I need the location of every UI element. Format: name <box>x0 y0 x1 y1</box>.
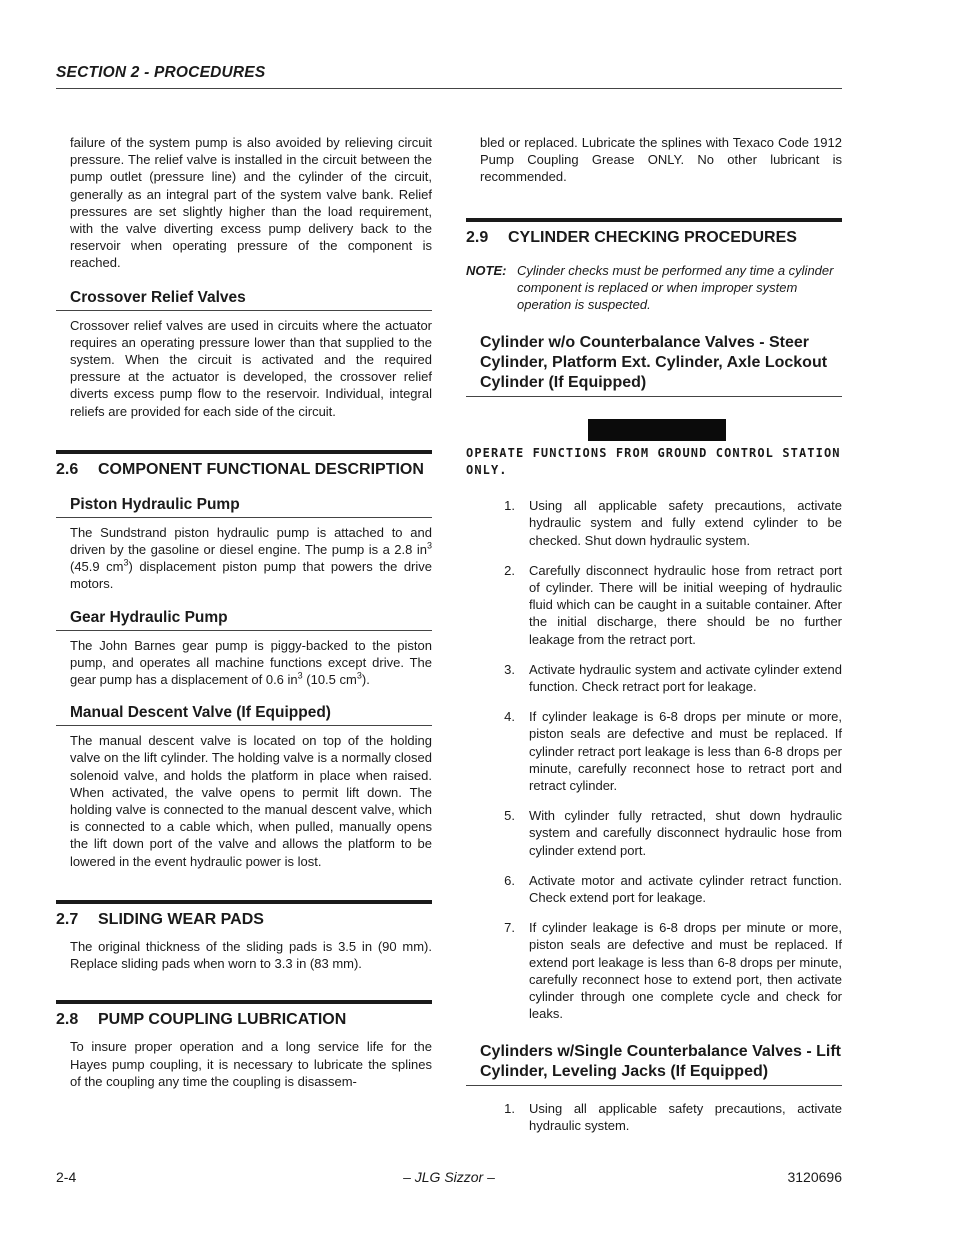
step-text: Activate hydraulic system and activate cylinder extend function. Check retract port for leakage. <box>529 661 842 695</box>
list-item <box>466 872 842 906</box>
continued-paragraph: bled or replaced. Lubricate the splines with Texaco Code 1912 Pump Coupling Grease ONLY. No other lubricant is recommended. <box>480 135 842 185</box>
list-item <box>466 919 842 1022</box>
crossover-paragraph: Crossover relief valves are used in circuits where the actuator requires an operating pressure lower than that supplied to the system. When the circuit is activated and the required pressure at the actuator is developed, the crossover relief diverts excess pump flow to the reservoir. Individual, integral reliefs are provided for each side of the circuit. <box>70 317 432 419</box>
caution-banner <box>588 419 726 441</box>
gear-pump-paragraph: The John Barnes gear pump is piggy-backed to the piston pump, and operates all machine functions except drive. The gear pump has a displacement of 0.6 $in^3$ (10.5 $cm^3$). <box>70 637 432 688</box>
crossover-heading: Crossover Relief Valves <box>56 289 432 311</box>
pump-coupling-paragraph: To insure proper operation and a long service life for the Hayes pump coupling, it is necessary to lubricate the splines of the coupling any time the coupling is disassem- <box>70 1039 432 1089</box>
section-title: CYLINDER CHECKING PROCEDURES <box>508 228 797 246</box>
list-item <box>466 497 842 549</box>
step-text: Using all applicable safety precautions, activate hydraulic system and fully extend cylinder to be checked. Shut down hydraulic system. <box>529 498 842 548</box>
section-2-8-heading <box>56 1000 432 1030</box>
sliding-pads-paragraph: The original thickness of the sliding pads is 3.5 in (90 mm). Replace sliding pads when worn to 3.3 in (83 mm). <box>70 938 432 972</box>
note-text: Cylinder checks must be performed any time a cylinder component is replaced or when improper system operation is suspected. <box>517 262 834 313</box>
section-number: 2.9 <box>466 228 489 246</box>
section-title: COMPONENT FUNCTIONAL DESCRIPTION <box>98 460 424 478</box>
gear-pump-heading: Gear Hydraulic Pump <box>56 609 432 631</box>
piston-pump-paragraph: The Sundstrand piston hydraulic pump is attached to and driven by the gasoline or diesel engine. The pump is a 2.8 $in^3$ (45.9 $cm^3$) displacement piston pump that powers the drive motors. <box>70 524 432 592</box>
section-2-6-heading <box>56 450 432 480</box>
step-text: Carefully disconnect hydraulic hose from retract port of cylinder. There will be initial weeping of hydraulic fluid which can be caught in a suitable container. After the initial discharge, there should be no further leakage from the retract port. <box>529 562 842 647</box>
document-number: 3120696 <box>787 1169 842 1185</box>
cylinder-single-counterbalance-heading: Cylinders w/Single Counterbalance Valves - Lift Cylinder, Leveling Jacks (If Equipped) <box>466 1042 842 1086</box>
note-label: NOTE: <box>466 262 507 278</box>
section-title: SLIDING WEAR PADS <box>98 910 264 928</box>
caution-text: OPERATE FUNCTIONS FROM GROUND CONTROL STATION ONLY. <box>466 446 841 478</box>
manual-descent-paragraph: The manual descent valve is located on top of the holding valve on the lift cylinder. The holding valve is a normally closed solenoid valve, and holds the platform in place when raised. When activated, the valve opens to permit lift down. The holding valve is connected to the manual descent valve, which is connected to a cable which, when pulled, manually opens the lift down port of the valve and allows the platform to be lowered in the event hydraulic power is lost. <box>70 733 432 869</box>
cylinder-no-counterbalance-heading: Cylinder w/o Counterbalance Valves - Steer Cylinder, Platform Ext. Cylinder, Axle Lockout Cylinder (If Equipped) <box>466 333 842 397</box>
list-item <box>466 661 842 695</box>
step-number: 5. <box>504 808 515 824</box>
manual-descent-heading: Manual Descent Valve (If Equipped) <box>56 704 432 726</box>
section-2-9-heading <box>466 218 842 248</box>
list-item <box>466 1100 842 1134</box>
step-number: 6. <box>504 872 515 888</box>
step-text: If cylinder leakage is 6-8 drops per minute or more, piston seals are defective and must be replaced. If cylinder retract port leakage is less than 6-8 drops per minute, carefully reconnect hose to retract port and retract cylinder. <box>529 709 842 794</box>
list-item <box>466 807 842 859</box>
list-item <box>466 708 842 794</box>
step-number: 3. <box>504 661 515 677</box>
note-block <box>466 262 842 314</box>
page-number: 2-4 <box>56 1169 77 1185</box>
section-number: 2.8 <box>56 1011 79 1029</box>
counterbalance-check-steps <box>466 1100 842 1134</box>
step-number: 1. <box>504 1100 515 1116</box>
step-number: 2. <box>504 562 515 578</box>
left-column <box>56 134 432 1090</box>
section-header: SECTION 2 - PROCEDURES <box>56 64 842 89</box>
intro-paragraph: failure of the system pump is also avoided by relieving circuit pressure. The relief valve is installed in the circuit between the pump outlet (pressure line) and the cylinder of the circuit, generally as an integral part of the system valve bank. Relief pressures are set slightly higher than the load requirement, with the valve diverting excess pump delivery back to the reservoir when operating pressure of the component is reached. <box>70 135 432 271</box>
list-item <box>466 562 842 648</box>
step-number: 4. <box>504 709 515 725</box>
section-number: 2.6 <box>56 460 79 478</box>
section-title: PUMP COUPLING LUBRICATION <box>98 1011 347 1029</box>
footer-title: – JLG Sizzor – <box>403 1169 495 1185</box>
step-number: 1. <box>504 498 515 514</box>
section-number: 2.7 <box>56 910 79 928</box>
piston-pump-heading: Piston Hydraulic Pump <box>56 496 432 518</box>
section-2-7-heading <box>56 900 432 930</box>
step-number: 7. <box>504 920 515 936</box>
cylinder-check-steps <box>466 497 842 1022</box>
step-text: With cylinder fully retracted, shut down hydraulic system and carefully disconnect hydraulic hose from cylinder extend port. <box>529 808 842 858</box>
step-text: Activate motor and activate cylinder retract function. Check extend port for leakage. <box>529 872 842 906</box>
step-text: If cylinder leakage is 6-8 drops per minute or more, piston seals are defective and must be replaced. If extend port leakage is less than 6-8 drops per minute, carefully reconnect hose to extend port, then activate cylinder through one complete cycle and check for leaks. <box>529 920 842 1022</box>
right-column <box>466 134 842 1147</box>
step-text: Using all applicable safety precautions, activate hydraulic system. <box>529 1100 842 1133</box>
